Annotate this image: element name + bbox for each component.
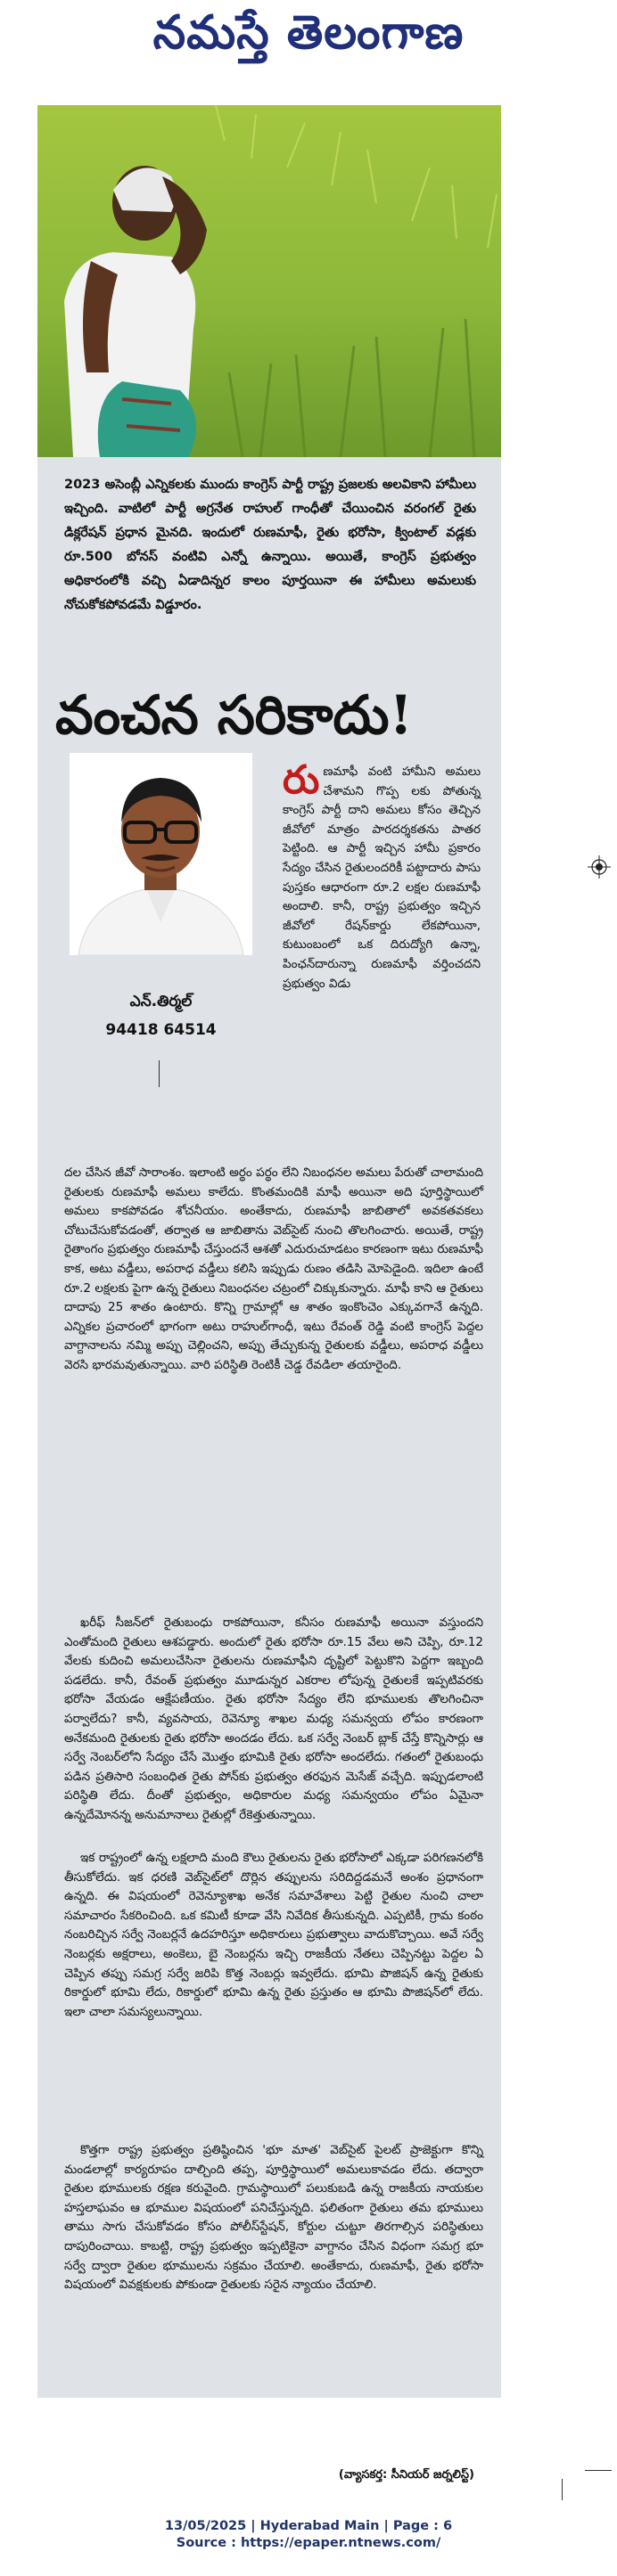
author-divider [159,1060,160,1087]
article-intro [64,473,476,617]
farmer-in-paddy-illustration [37,105,501,457]
article-headline: వంచన సరికాదు! [55,684,413,747]
author-block [70,987,252,1044]
body-text-2: ఖరీఫ్ సీజన్‌లో రైతుబంధు రాకపోయినా, కనీసం రుణమాఫీ అయినా వస్తుందని ఎంతోమంది రైతులు ఆశపడ్డారు. అందులో రైతు భరోసా రూ.15 వేలు అని చెప్పి, రూ.12 వేలకు కుదించి అమలుచేసినా రైతులను రుణమాఫీని దృష్టిలో పెట్టుకొని పెద్దగా ఇబ్బంది పడలేదు. కానీ, రేవంత్ ప్రభుత్వం మూడున్నర ఎకరాల లోపున్న రైతులకే ఇప్పటివరకు భరోసా వేయడం ఆక్షేపణీయం. రైతు భరోసా సేద్యం లేని భూములకు తొలగించినా పర్వాలేదు? కానీ, వ్యవసాయ, రెవెన్యూ శాఖల మధ్య సమన్వయ లోపం కారణంగా అనేకమంది రైతులకు రైతు భరోసా అందడం లేదు. ఒక సర్వే నెంబర్ బ్లాక్ చేస్తే కొన్నిసార్లు ఆ సర్వే నెంబర్‌లోని సేద్యం చేసే మొత్తం భూమికి రైతు భరోసా అందలేదు. గతంలో రైతుబంధు పడిన ప్రతిసారి సంబంధిత రైతు పోన్‌కు ప్రభుత్వం తరఫున మెసేజ్ వచ్చేది. ఇప్పుడలాంటి పరిస్థితి లేదు. దీంతో ప్రభుత్వం, అధికారుల మధ్య సమన్వయం లోపం ఏమైనా ఉన్నదేమోనన్న అనుమానాలు రైతుల్లో రేకెత్తుతున్నాయి. [64,1615,483,1822]
article-panel [37,105,501,2482]
body-text-1: దల చేసిన జీవో సారాంశం. ఇలాంటి అర్థం పర్థం లేని నిబంధనల అమలు పేరుతో చాలామంది రైతులకు రుణమాఫీ అమలు కాలేదు. కొంతమందికి మాఫీ అయినా అది పూర్తిస్థాయిలో అమలు కాకపోవడం శోచనీయం. అంతేకాదు, రుణమాఫీ జాబితాలో అవకతవకలు చోటుచేసుకోవడంతో, తర్వాత ఆ జాబితాను వెబ్‌సైట్ నుంచి తొలగించారు. అయితే, రాష్ట్ర రైతాంగం ప్రభుత్వం రుణమాఫీ చేస్తుందనే ఆశతో ఎదురుచూడటం కారణంగా ఇటు రుణమాఫీ కాక, అటు వడ్డీలు, అపరాధ వడ్డీలు కలిసి ఇప్పుడు రుణం తడిసి మోపెడైంది. ఇదిలా ఉంటే రూ.2 లక్షలకు పైగా ఉన్న రైతులు నిబంధనల చట్రంలో చిక్కుకున్నారు. మాఫీ కాని ఆ రైతులు దాదాపు 25 శాతం ఉంటారు. కొన్ని గ్రామాల్లో ఆ శాతం ఇంకొంచెం ఎక్కువగానే ఉన్నది. ఎన్నికల ప్రచారంలో భాగంగా అటు రాహుల్‌గాంధీ, ఇటు రేవంత్ రెడ్డి వంటి కాంగ్రెస్ పెద్దల వాగ్దానాలను నమ్మి అప్పు చెల్లించని, అప్పు తేచ్చుకున్న రైతులకు వడ్డీలు, అపరాధ వడ్డీలు వెరసి భారమవుతున్నాయి. వారి పరిస్థితి రెంటికీ చెడ్డ రేవడిలా తయారైంది. [64,1165,483,1372]
author-phone: 94418 64514 [105,1021,217,1039]
page-footer [0,2518,617,2552]
body-text-4: కొత్తగా రాష్ట్ర ప్రభుత్వం ప్రతిష్ఠించిన 'భూ మాత' వెబ్‌సైట్ పైలట్ ప్రాజెక్టుగా కొన్ని మండలాల్లో కార్యరూపం దాల్చింది తప్ప, పూర్తిస్థాయిలో అమలుకావడం లేదు. తద్వారా రైతుల భూములకు రక్షణ కరువైంది. గ్రామస్థాయిలో పలుకుబడి ఉన్న రాజకీయ నాయకుల హస్తలాఘవం ఆ భూముల విషయంలో పనిచేస్తున్నది. ఫలితంగా రైతులు తమ భూములు తాము సాగు చేసుకోవడం కోసం పోలీస్‌స్టేషన్, కోర్టుల చుట్టూ తిరగాల్సిన పరిస్థితులు దాపురించాయి. కాబట్టి, రాష్ట్ర ప్రభుత్వం ఇప్పటికైనా వాగ్దానం చేసిన విధంగా సమగ్ర భూ సర్వే ద్వారా రైతుల భూములను సక్రమం చేయాలి. అంతేకాదు, రుణమాఫీ, రైతు భరోసా విషయంలో వివక్షకులకు పోకుండా రైతులకు సరైన న్యాయం చేయాలి. [64,2143,483,2293]
drop-cap: రు [283,757,320,803]
registration-mark-icon [588,855,611,879]
lead-text: ణమాఫీ వంటి హామీని అమలు చేశామని గొప్ప లకు పోతున్న కాంగ్రెస్ పార్టీ దాని అమలు కోసం తెచ్చిన జీవోలో మాత్రం పారదర్శకతను పాతర పెట్టింది. ఆ పార్టీ ఇచ్చిన హామీ ప్రకారం సేద్యం చేసిన రైతులందరికీ పట్టాదారు పాసు పుస్తకం ఆధారంగా రూ.2 లక్షల రుణమాఫీ అందాలి. కానీ, రాష్ట్ర ప్రభుత్వం ఇచ్చిన జీవోలో రేషన్‌కార్డు లేకపోయినా, కుటుంబంలో ఒక దిరుద్యోగి ఉన్నా, పింఛన్‌దారున్నా రుణమాఫీ వర్తించదని ప్రభుత్వం విడు [283,765,481,991]
body-paragraph-4 [64,2141,483,2295]
footer-source-link[interactable]: Source : https://epaper.ntnews.com/ [176,2536,441,2550]
intro-text: 2023 అసెంబ్లీ ఎన్నికలకు ముందు కాంగ్రెస్ పార్టీ రాష్ట్ర ప్రజలకు అలవికాని హామీలు ఇచ్చింది. వాటిలో పార్టీ అగ్రనేత రాహుల్ గాంధీతో చేయించిన వరంగల్ రైతు డిక్లరేషన్ ప్రధాన మైనది. ఇందులో రుణమాఫీ, రైతు భరోసా, క్వింటాల్ వడ్లకు రూ.500 బోనస్ వంటివి ఎన్నో ఉన్నాయి. అయితే, కాంగ్రెస్ ప్రభుత్వం అధికారంలోకి వచ్చి ఏడాదిన్నర కాలం పూర్తయినా ఈ హామీలు అమలుకు నోచుకోకపోవడమే విడ్డూరం. [64,478,476,612]
body-text-3: ఇక రాష్ట్రంలో ఉన్న లక్షలాది మంది కౌలు రైతులను రైతు భరోసాలో ఎక్కడా పరిగణనలోకి తీసుకోలేదు. ఇక ధరణి వెబ్‌సైట్‌లో దొర్లిన తప్పులను సరిదిద్దడమనే అంశం ప్రధానంగా ఉన్నది. ఈ విషయంలో రెవెన్యూశాఖ అనేక సమావేశాలు పెట్టి రైతుల నుంచి చాలా సమాచారం సేకరించింది. ఒక కమిటీ కూడా వేసి నివేదిక తీసుకున్నది. ఎప్పటికీ, గ్రామ కంఠం నంబరిచ్చిన సర్వే నెంబర్లనే ఉదహరిస్తూ అధికారులు ప్రభుత్వాలు వాదుకొచ్చాయి. అవే సర్వే నెంబర్లకు అక్షరాలు, అంకెలు, బై నెంబర్లను ఇచ్చి రాజకీయ నేతలు చెప్పినట్టు పెద్దల ఏ చెప్పిన తప్పు సమగ్ర సర్వే జరిపి కొత్త నెంబర్లు ఇవ్వలేదు. భూమి పొజిషన్ ఉన్న రైతుకు రికార్డులో భూమి లేదు, రికార్డులో భూమి ఉన్న రైతు ప్రస్తుతం ఆ భూమి పొజిషన్‌లో లేదు. ఇలా చాలా సమస్యలున్నాయి. [64,1851,483,2019]
footer-tick [562,2479,563,2500]
farmer-photo [37,105,501,457]
masthead [0,4,617,62]
lead-column [283,757,481,994]
body-paragraph-3 [64,1849,483,2022]
author-portrait [70,753,252,955]
author-name: ఎన్.తిర్మల్ [129,993,193,1010]
author-photo-illustration [70,753,252,955]
masthead-title: నమస్తే తెలంగాణ [152,5,465,60]
article-byline: (వ్యాసకర్త: సీనియర్ జర్నలిస్ట్) [338,2468,474,2482]
footer-rule [585,2470,612,2471]
body-paragraph-1 [64,1164,483,1376]
footer-date-edition: 13/05/2025 | Hyderabad Main | Page : 6 [164,2519,453,2533]
body-paragraph-2 [64,1614,483,1826]
